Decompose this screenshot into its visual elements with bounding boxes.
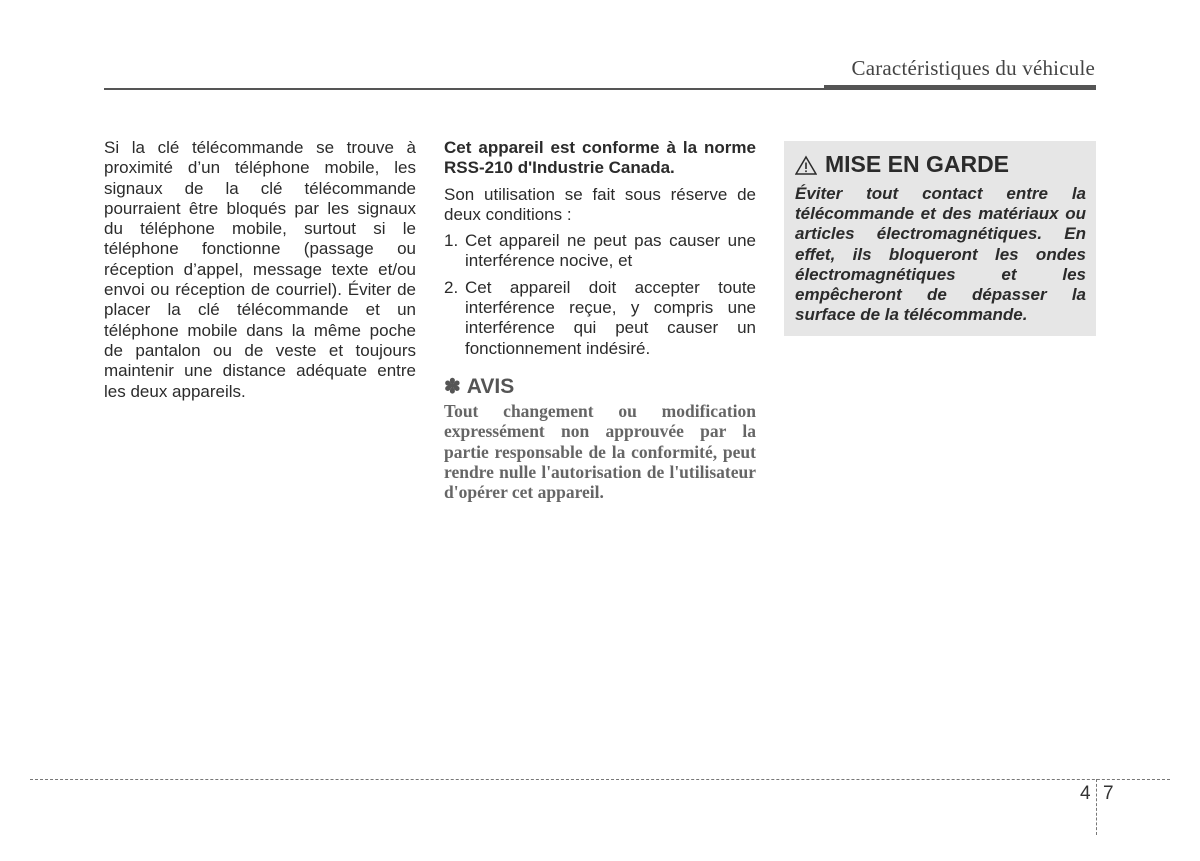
- avis-text: Tout changement ou modification expressément non approuvée par la partie responsable de la conformité, peut rendre nulle l'autorisation de l'utilisateur d'opérer cet appareil.: [444, 401, 756, 503]
- warning-box: [784, 141, 1096, 336]
- warning-text: Éviter tout contact entre la télécommande et des matériaux ou articles électromagnétiques. En effet, ils bloqueront les ondes électromagnétiques et les empêcheront de dépasser la surface de la télécommande.: [795, 184, 1086, 325]
- page-number: 7: [1103, 783, 1114, 804]
- compliance-heading: Cet appareil est conforme à la norme RSS-210 d'Industrie Canada.: [444, 138, 756, 178]
- column-1: [104, 138, 416, 402]
- list-item: [444, 278, 756, 359]
- list-item-number: 1.: [444, 231, 459, 251]
- interference-paragraph: Si la clé télécommande se trouve à proximité d’un téléphone mobile, les signaux de la clé télécommande pourraient être bloqués par les signaux du téléphone mobile, surtout si le téléphone fonctionne (passage ou réception d’appel, message texte et/ou envoi ou réception de courriel). Éviter de placer la clé télécommande et un téléphone mobile dans la même poche de pantalon ou de veste et toujours maintenir une distance adéquate entre les deux appareils.: [104, 138, 416, 401]
- avis-heading: [444, 374, 756, 398]
- warning-heading: [795, 151, 1086, 178]
- chapter-number: 4: [1080, 783, 1091, 804]
- list-item-number: 2.: [444, 277, 459, 297]
- footer-divider: [1096, 779, 1097, 835]
- list-item-text: Cet appareil doit accepter toute interférence reçue, y compris une interférence qui peut causer un fonctionnement indésiré.: [465, 277, 756, 358]
- footer-rule: [30, 779, 1170, 780]
- page-header-title: Caractéristiques du véhicule: [851, 56, 1095, 80]
- list-item-text: Cet appareil ne peut pas causer une interférence nocive, et: [465, 231, 756, 271]
- header-rule-thin: [104, 88, 824, 90]
- column-2: [444, 138, 756, 502]
- header-rule-thick: [824, 85, 1096, 90]
- warning-title: MISE EN GARDE: [825, 151, 1010, 177]
- list-item: [444, 231, 756, 272]
- conditions-list: [444, 231, 756, 359]
- conditions-intro: Son utilisation se fait sous réserve de deux conditions :: [444, 184, 756, 224]
- asterisk-icon: ✽: [444, 375, 461, 398]
- avis-title: AVIS: [466, 374, 515, 398]
- warning-triangle-icon: [795, 155, 817, 175]
